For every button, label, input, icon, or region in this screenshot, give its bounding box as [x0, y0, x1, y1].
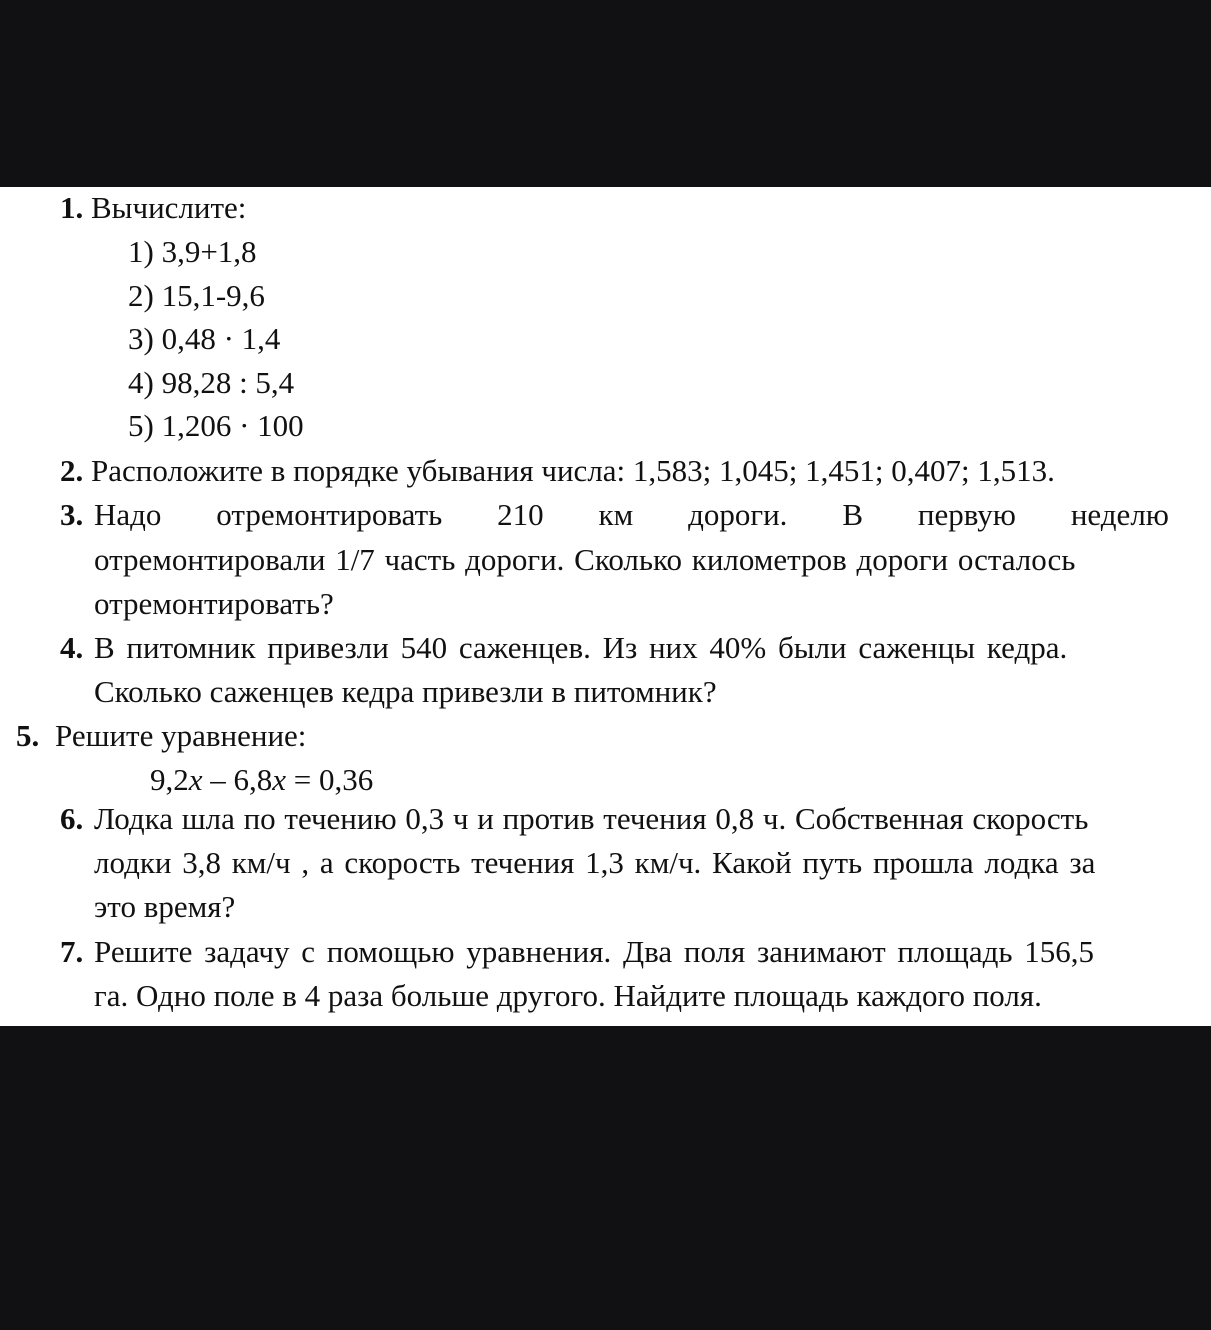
- equation-part: = 0,36: [286, 762, 374, 797]
- task-4-number-wrap: [60, 630, 83, 666]
- task-1-heading: [60, 190, 246, 226]
- task-6-number-wrap: [60, 801, 83, 837]
- task-3-number: 3.: [60, 497, 84, 532]
- task-5-equation: [150, 762, 373, 798]
- task-6-line-1: Лодка шла по течению 0,3 ч и против течения 0,8 ч. Собственная скорость: [94, 801, 1089, 836]
- top-dark-bar: [0, 0, 1211, 187]
- task-3-word: первую: [917, 497, 1016, 532]
- task-2: [60, 453, 1055, 489]
- task-6-number: 6.: [60, 801, 84, 836]
- task-3-word: 210: [497, 497, 544, 532]
- task-3-word: В: [842, 497, 863, 532]
- task-4-line-1: В питомник привезли 540 саженцев. Из них 40% были саженцы кедра.: [94, 630, 1068, 665]
- task-1-item-3: 3) 0,48 · 1,4: [128, 321, 281, 356]
- task-7-number-wrap: [60, 934, 83, 970]
- task-3-word: км: [598, 497, 634, 532]
- task-5-title: Решите уравнение:: [55, 718, 307, 753]
- task-7-line-2: га. Одно поле в 4 раза больше другого. Найдите площадь каждого поля.: [94, 978, 1042, 1013]
- task-3-word: отремонтировать: [216, 497, 443, 532]
- task-3-line-3: отремонтировать?: [94, 586, 334, 621]
- task-7-number: 7.: [60, 934, 84, 969]
- task-7-line-1: Решите задачу с помощью уравнения. Два поля занимают площадь 156,5: [94, 934, 1095, 969]
- equation-variable: x: [272, 762, 287, 797]
- task-6-line-2: лодки 3,8 км/ч , а скорость течения 1,3 км/ч. Какой путь прошла лодка за: [94, 845, 1096, 880]
- task-1-item-5: 5) 1,206 · 100: [128, 408, 304, 443]
- task-5-heading: [16, 718, 306, 754]
- task-3-word: Надо: [94, 497, 162, 532]
- task-3-word: дороги.: [688, 497, 788, 532]
- task-3-number-wrap: [60, 497, 83, 533]
- worksheet-page: [0, 187, 1211, 1026]
- task-1-item-2: 2) 15,1-9,6: [128, 278, 265, 313]
- task-3-line-2: отремонтировали 1/7 часть дороги. Сколько километров дороги осталось: [94, 542, 1076, 577]
- task-1-item-4: 4) 98,28 : 5,4: [128, 365, 295, 400]
- task-1-title: Вычислите:: [91, 190, 247, 225]
- equation-variable: x: [188, 762, 203, 797]
- task-1-number: 1.: [60, 190, 84, 225]
- task-4-line-2: Сколько саженцев кедра привезли в питомник?: [94, 674, 717, 709]
- task-2-number: 2.: [60, 453, 84, 488]
- task-6-line-3: это время?: [94, 889, 236, 924]
- task-3-word: неделю: [1070, 497, 1169, 532]
- task-3-line-1: [94, 497, 1169, 533]
- equation-part: – 6,8: [202, 762, 273, 797]
- task-1-item-1: 1) 3,9+1,8: [128, 234, 257, 269]
- task-5-number: 5.: [16, 718, 40, 753]
- task-4-number: 4.: [60, 630, 84, 665]
- bottom-dark-bar: [0, 1026, 1211, 1330]
- task-2-text: Расположите в порядке убывания числа: 1,583; 1,045; 1,451; 0,407; 1,513.: [91, 453, 1055, 488]
- equation-part: 9,2: [150, 762, 189, 797]
